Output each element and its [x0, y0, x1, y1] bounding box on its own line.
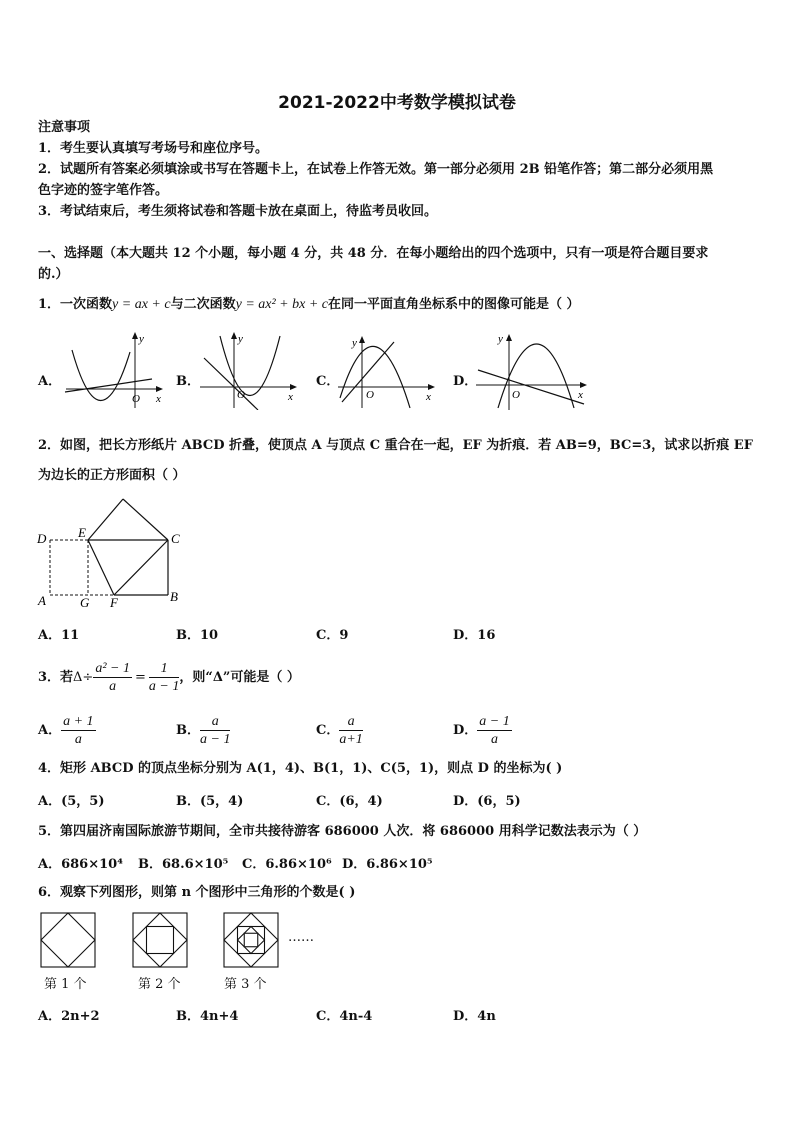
q3-fraction-1: $\frac{\text{a² − 1}}{a}$: [95, 661, 130, 694]
q2-label-f: F: [110, 595, 118, 610]
q2-label-c: C: [171, 531, 180, 546]
q1-option-c-label: C．: [316, 374, 340, 389]
notice-item-1: 1．考生要认真填写考场号和座位序号。: [38, 141, 269, 156]
q4-option-c: C．(6，4): [316, 794, 383, 809]
q1-d-origin: O: [512, 389, 520, 401]
q2-label-b: B: [170, 589, 178, 604]
q6-caption-1: 第 1 个: [44, 977, 87, 992]
q4-option-b: B．(5，4): [176, 794, 244, 809]
q1-option-d-label: D．: [453, 374, 478, 389]
q3-option-a: A． $\frac{a + 1}{a}$: [38, 714, 94, 747]
q5-option-c: C．6.86×10⁶: [242, 857, 332, 872]
q1-graph-a: [60, 330, 165, 410]
q3-prefix: 3．若: [38, 670, 74, 685]
q1-option-b-label: B．: [176, 374, 200, 389]
q3-triangle: Δ÷: [73, 670, 94, 685]
q3-equals: =: [134, 670, 146, 685]
q1-b-y-label: y: [238, 333, 243, 345]
q1-suffix: 在同一平面直角坐标系中的图像可能是（ ）: [328, 297, 580, 312]
q1-b-origin: O: [237, 389, 245, 401]
q2-option-b: B．10: [176, 628, 219, 643]
question-4: 4．矩形 ABCD 的顶点坐标分别为 A(1，4)、B(1，1)、C(5，1)，则点 D 的坐标为( ): [38, 761, 563, 776]
question-2: 2．如图，把长方形纸片 ABCD 折叠，使顶点 A 与顶点 C 重合在一起，EF 为折痕．若 AB=9，BC=3，试求以折痕 EF: [38, 438, 753, 453]
q1-a-origin: O: [132, 393, 140, 405]
q5-option-b: B．68.6×10⁵: [138, 857, 229, 872]
section-heading-cont: 的.）: [38, 267, 69, 282]
q2-figure: [36, 495, 196, 610]
q2-label-e: E: [78, 525, 86, 540]
q1-prefix: 1．一次函数: [38, 297, 113, 312]
question-2-cont: 为边长的正方形面积（ ）: [38, 468, 186, 483]
question-1: [38, 295, 580, 315]
q1-c-origin: O: [366, 389, 374, 401]
q2-label-g: G: [80, 595, 90, 610]
notice-item-3: 3．考试结束后，考生须将试卷和答题卡放在桌面上，待监考员收回。: [38, 204, 438, 219]
q2-label-a: A: [38, 593, 46, 608]
q1-c-x-label: x: [426, 391, 431, 403]
q3-option-b: B． $\frac{a}{a - 1}$: [176, 714, 231, 747]
q1-formula-quadratic: y = ax² + bx + c: [235, 297, 329, 312]
q6-figure-2: [130, 910, 190, 970]
q3-option-d: D． $\frac{a - 1}{a}$: [453, 714, 510, 747]
question-6: 6．观察下列图形，则第 n 个图形中三角形的个数是( ): [38, 885, 356, 900]
q1-d-y-label: y: [498, 333, 503, 345]
q2-option-d: D．16: [453, 628, 496, 643]
q6-caption-2: 第 2 个: [138, 977, 181, 992]
q1-c-y-label: y: [352, 337, 357, 349]
q1-b-x-label: x: [288, 391, 293, 403]
q4-option-a: A．(5，5): [38, 794, 105, 809]
q3-fraction-2: $\frac{1}{a - 1}$: [148, 661, 180, 694]
q6-ellipsis: ……: [288, 930, 314, 945]
q4-option-d: D．(6，5): [453, 794, 521, 809]
q1-graph-d: [472, 330, 592, 410]
question-3: [38, 658, 300, 698]
q2-option-a: A．11: [38, 628, 80, 643]
notice-item-2-cont: 色字迹的签字笔作答。: [38, 183, 169, 198]
q1-mid: 与二次函数: [170, 297, 236, 312]
page-title: 2021-2022中考数学模拟试卷: [278, 93, 516, 113]
q6-figure-1: [38, 910, 98, 970]
q1-option-a-label: A．: [38, 374, 62, 389]
q1-formula-linear: y = ax + c: [112, 297, 171, 312]
q6-caption-3: 第 3 个: [224, 977, 267, 992]
q3-suffix: ，则“Δ”可能是（ ）: [179, 670, 300, 685]
q1-d-x-label: x: [578, 389, 583, 401]
q1-a-x-label: x: [156, 393, 161, 405]
q1-a-y-label: y: [139, 333, 144, 345]
q1-graph-b: [196, 330, 301, 410]
q5-option-d: D．6.86×10⁵: [342, 857, 433, 872]
q6-figure-3: [221, 910, 281, 970]
question-5: 5．第四届济南国际旅游节期间，全市共接待游客 686000 人次．将 686000 用科学记数法表示为（ ）: [38, 824, 647, 839]
notice-item-2: 2．试题所有答案必须填涂或书写在答题卡上，在试卷上作答无效。第一部分必须用 2B 铅笔作答；第二部分必须用黑: [38, 162, 714, 177]
q2-label-d: D: [37, 531, 47, 546]
q5-option-a: A．686×10⁴: [38, 857, 123, 872]
q6-option-b: B．4n+4: [176, 1009, 239, 1024]
q6-option-d: D．4n: [453, 1009, 496, 1024]
q1-graph-c: [334, 330, 439, 410]
q2-option-c: C．9: [316, 628, 349, 643]
q3-option-c: C． $\frac{a}{a+1}$: [316, 714, 363, 747]
section-heading: 一、选择题（本大题共 12 个小题，每小题 4 分，共 48 分．在每小题给出的四个选项中，只有一项是符合题目要求: [38, 246, 709, 261]
q6-option-a: A．2n+2: [38, 1009, 100, 1024]
notice-heading: 注意事项: [38, 120, 91, 135]
q6-option-c: C．4n-4: [316, 1009, 373, 1024]
